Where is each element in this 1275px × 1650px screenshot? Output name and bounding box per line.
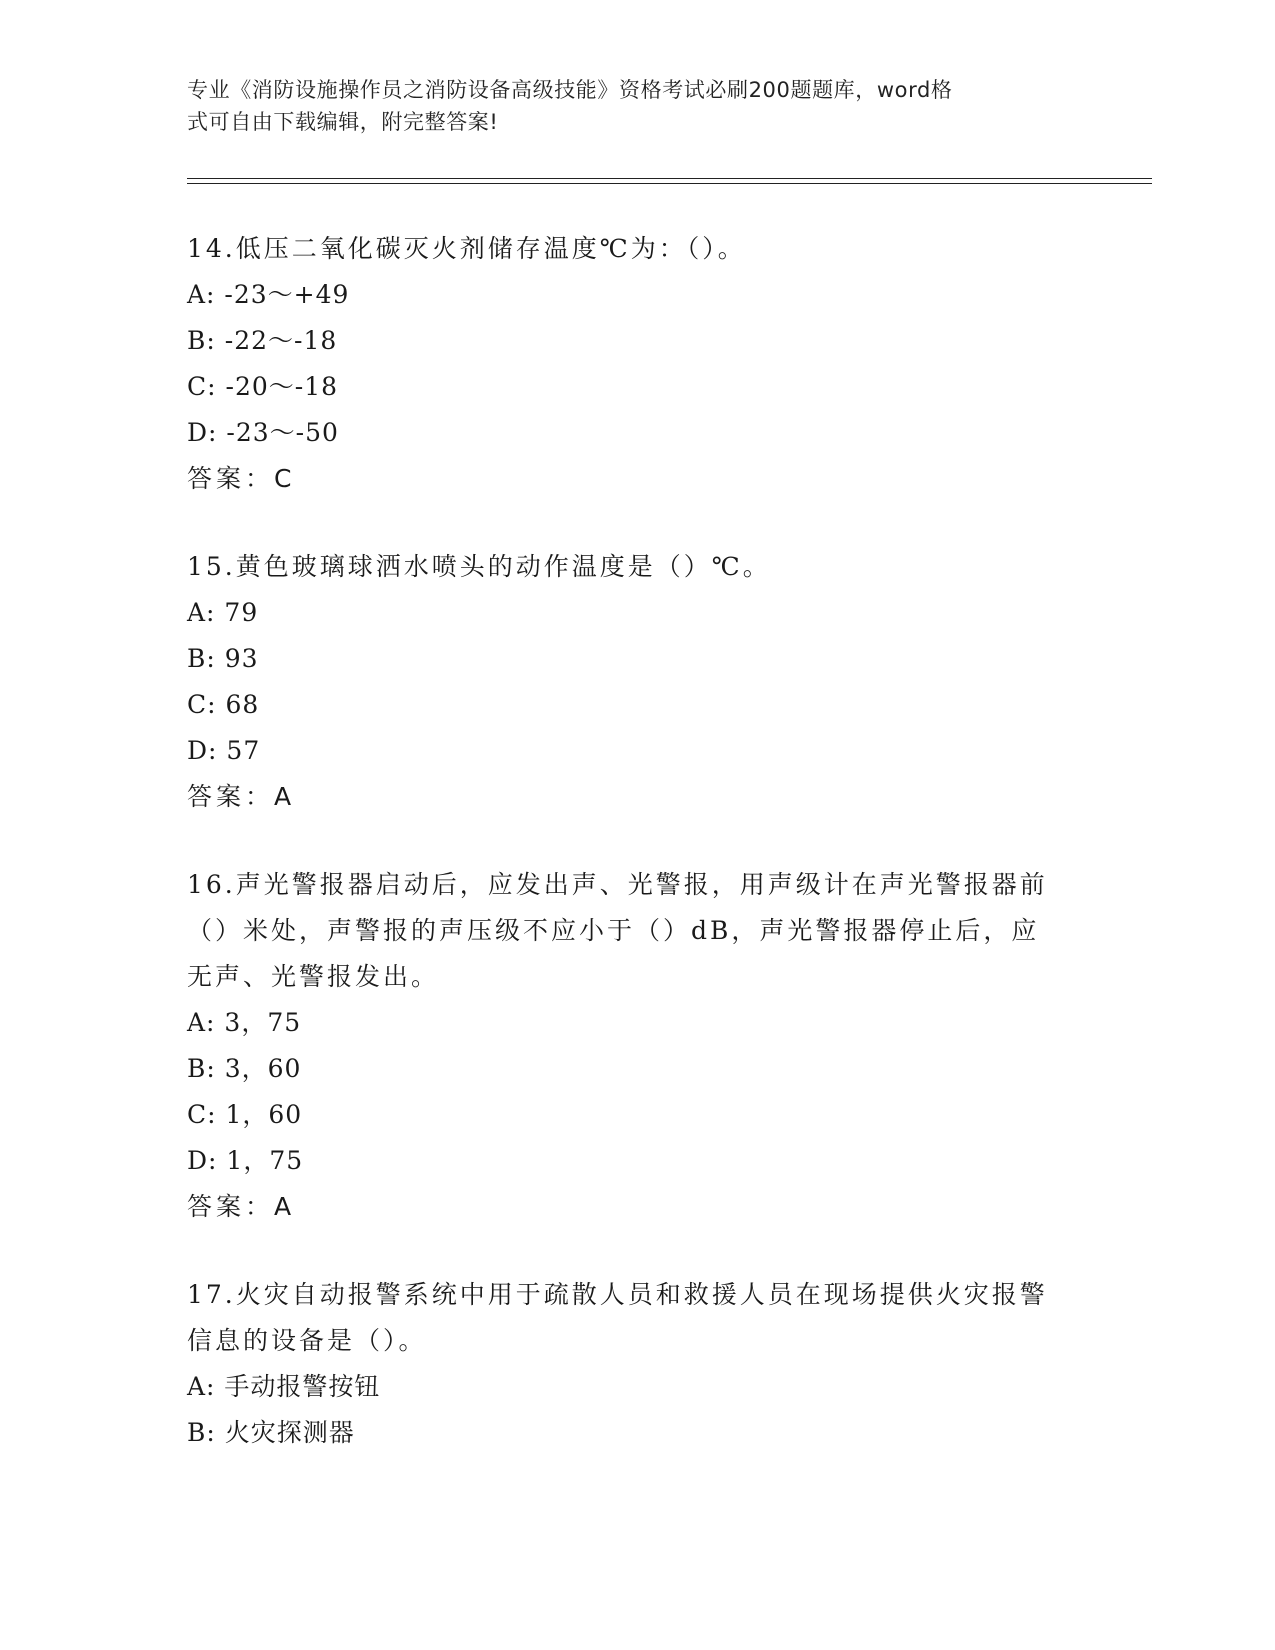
option-a: A: 手动报警按钮 [187,1372,381,1401]
header-divider-bottom [187,183,1152,184]
header-line-1: 专业《消防设施操作员之消防设备高级技能》资格考试必刷200题题库，word格 [187,78,953,102]
question-14 [187,226,1087,502]
option-d: D: -23～-50 [187,418,339,447]
option-b: B: 火灾探测器 [187,1418,355,1447]
answer-label: 答案： [187,464,275,493]
question-17 [187,1272,1087,1456]
answer-value: A [274,782,293,811]
answer [187,774,1087,820]
header-divider-top [187,178,1152,179]
question-stem-line-2: （）米处，声警报的声压级不应小于（）dB，声光警报器停止后，应 [187,916,1040,945]
answer-label: 答案： [187,782,275,811]
option-c: C: 1，60 [187,1100,303,1129]
question-stem-line-2: 信息的设备是（）。 [187,1326,427,1355]
option-d: D: 57 [187,736,261,765]
answer-value: C [274,464,293,493]
question-16 [187,862,1087,1230]
option-b: B: 93 [187,644,259,673]
header-line-2: 式可自由下载编辑，附完整答案! [187,110,499,134]
question-stem-line-1: 17.火灾自动报警系统中用于疏散人员和救援人员在现场提供火灾报警 [187,1280,1048,1309]
option-b: B: 3，60 [187,1054,302,1083]
option-d: D: 1，75 [187,1146,304,1175]
question-15 [187,544,1087,820]
answer-label: 答案： [187,1192,275,1221]
option-b: B: -22～-18 [187,326,338,355]
document-header [187,74,1067,138]
question-stem: 15.黄色玻璃球洒水喷头的动作温度是（）℃。 [187,552,771,581]
option-c: C: 68 [187,690,260,719]
answer-value: A [274,1192,293,1221]
option-a: A: 3，75 [187,1008,302,1037]
answer [187,1184,1087,1230]
answer [187,456,1087,502]
question-stem-line-1: 16.声光警报器启动后，应发出声、光警报，用声级计在声光警报器前 [187,870,1048,899]
question-stem: 14.低压二氧化碳灭火剂储存温度℃为：（）。 [187,234,746,263]
question-stem-line-3: 无声、光警报发出。 [187,962,440,991]
option-c: C: -20～-18 [187,372,339,401]
option-a: A: 79 [187,598,259,627]
option-a: A: -23～+49 [187,280,350,309]
